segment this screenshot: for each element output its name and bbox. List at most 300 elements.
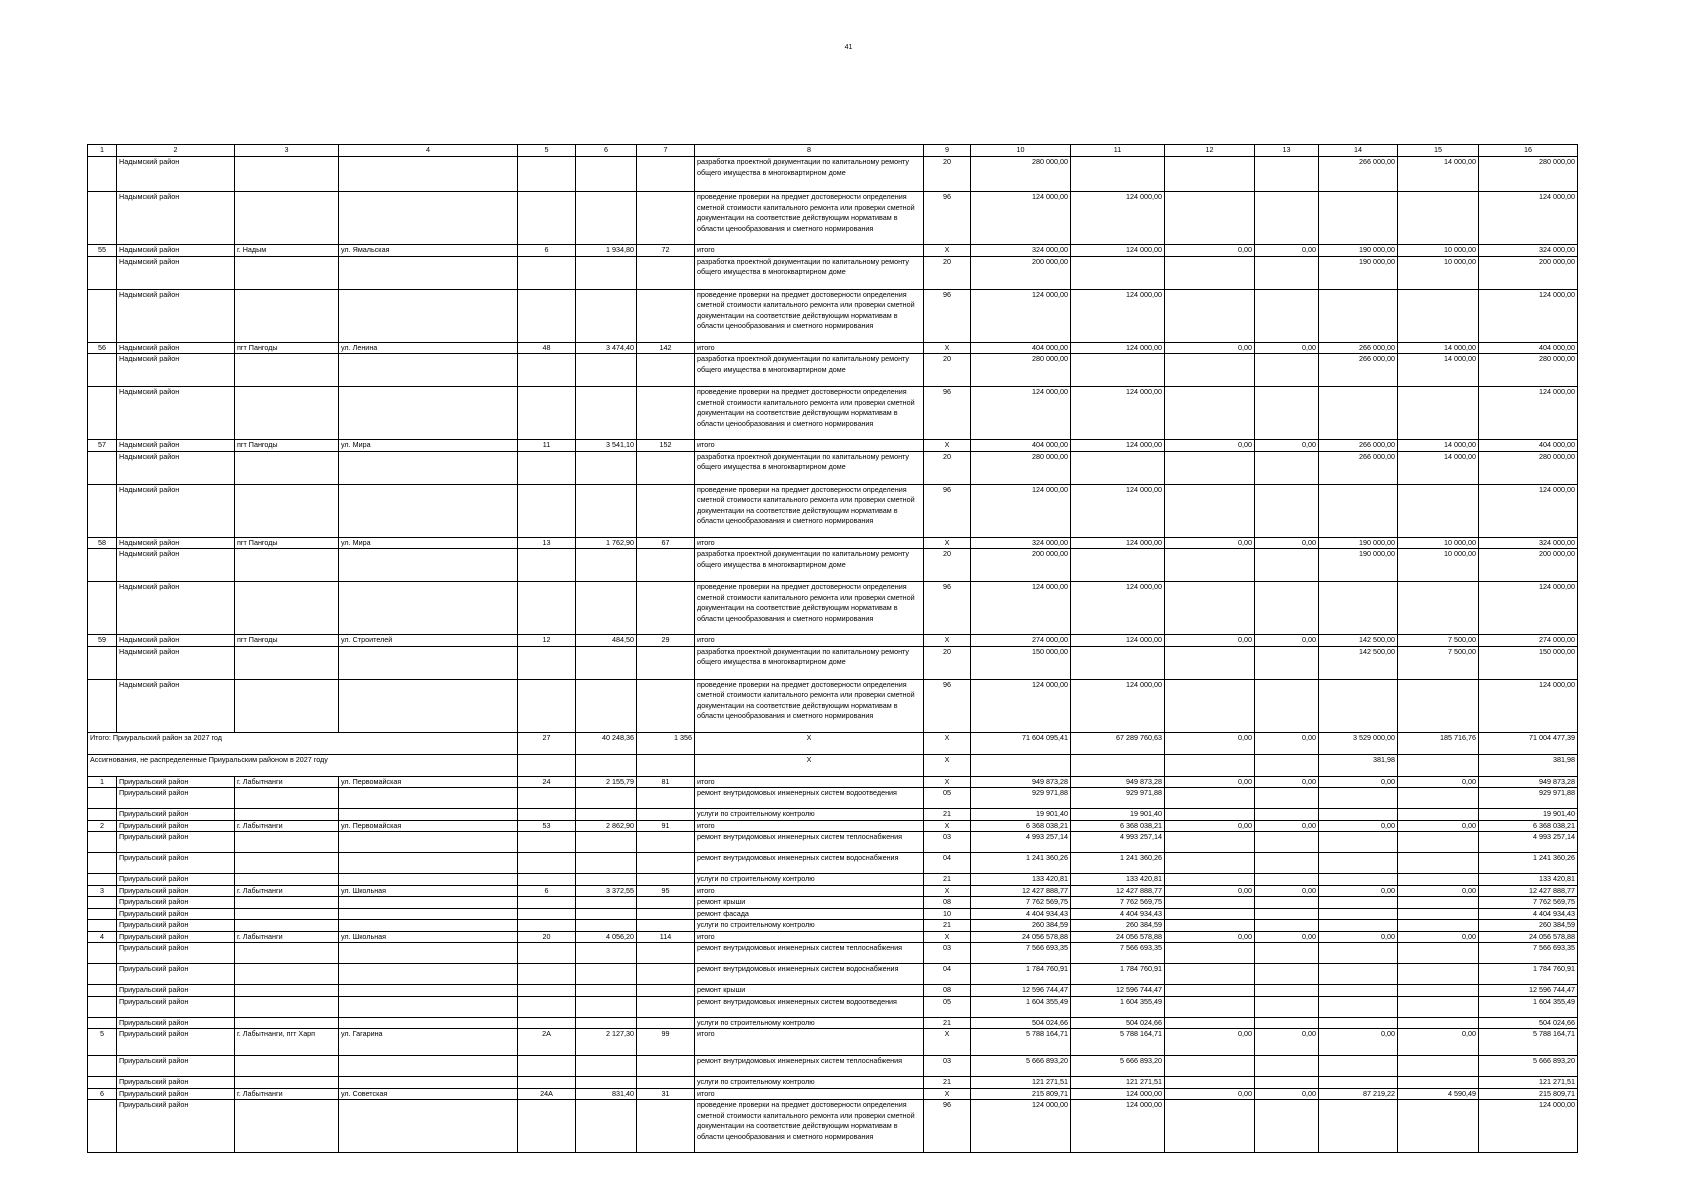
program-funds-cell: 14 000,00 — [1398, 354, 1479, 387]
total-funds-cell: 215 809,71 — [1479, 1088, 1578, 1100]
row-number-cell — [88, 853, 117, 874]
regional-funds-cell — [1071, 354, 1165, 387]
owner-funds-cell — [1319, 996, 1398, 1017]
residents-cell — [637, 832, 695, 853]
area-cell — [576, 451, 637, 484]
work-type-cell: разработка проектной документации по капитальному ремонту общего имущества в многоквартирном доме — [695, 549, 924, 582]
settlement-cell — [235, 964, 339, 985]
district-cell: Приуральский район — [117, 820, 235, 832]
regional-funds-cell: 124 000,00 — [1071, 245, 1165, 257]
total-cost-cell: 133 420,81 — [971, 874, 1071, 886]
column-number-3: 3 — [235, 145, 339, 157]
settlement-cell — [235, 289, 339, 342]
table-row — [88, 549, 1578, 582]
regional-funds-cell: 5 788 164,71 — [1071, 1029, 1165, 1056]
work-code-cell: 04 — [924, 853, 971, 874]
district-cell: Приуральский район — [117, 776, 235, 788]
row-number-cell — [88, 920, 117, 932]
area-cell — [576, 853, 637, 874]
district-cell: Приуральский район — [117, 1088, 235, 1100]
house-number-cell — [518, 549, 576, 582]
table-row — [88, 1017, 1578, 1029]
column-number-8: 8 — [695, 145, 924, 157]
settlement-cell — [235, 354, 339, 387]
local-funds-cell — [1165, 964, 1255, 985]
residents-cell — [637, 943, 695, 964]
work-type-cell: итого — [695, 537, 924, 549]
other-funds-cell — [1255, 874, 1319, 886]
table-row — [88, 1029, 1578, 1056]
owner-funds-cell: 190 000,00 — [1319, 549, 1398, 582]
total-funds-cell: 260 384,59 — [1479, 920, 1578, 932]
settlement-cell — [235, 908, 339, 920]
residents-cell — [637, 192, 695, 245]
street-cell: ул. Ленина — [339, 342, 518, 354]
owner-funds-cell — [1319, 788, 1398, 809]
program-funds-cell — [1398, 1077, 1479, 1089]
settlement-cell: г. Лабытнанги — [235, 885, 339, 897]
street-cell — [339, 897, 518, 909]
owner-funds-cell — [1319, 192, 1398, 245]
district-cell: Приуральский район — [117, 1029, 235, 1056]
settlement-cell: г. Лабытнанги, пгт Харп — [235, 1029, 339, 1056]
settlement-cell: г. Лабытнанги — [235, 1088, 339, 1100]
regional-funds-cell: 124 000,00 — [1071, 387, 1165, 440]
house-number-cell: 27 — [518, 732, 576, 754]
work-code-cell: X — [924, 931, 971, 943]
local-funds-cell — [1165, 354, 1255, 387]
house-number-cell: 2А — [518, 1029, 576, 1056]
settlement-cell — [235, 1077, 339, 1089]
settlement-cell: г. Лабытнанги — [235, 776, 339, 788]
street-cell — [339, 985, 518, 997]
owner-funds-cell — [1319, 387, 1398, 440]
local-funds-cell: 0,00 — [1165, 635, 1255, 647]
program-funds-cell — [1398, 996, 1479, 1017]
work-code-cell: 03 — [924, 832, 971, 853]
program-funds-cell — [1398, 484, 1479, 537]
other-funds-cell — [1255, 809, 1319, 821]
owner-funds-cell — [1319, 832, 1398, 853]
area-cell: 831,40 — [576, 1088, 637, 1100]
table-row — [88, 451, 1578, 484]
total-cost-cell: 1 241 360,26 — [971, 853, 1071, 874]
area-cell — [576, 289, 637, 342]
other-funds-cell: 0,00 — [1255, 1088, 1319, 1100]
area-cell: 40 248,36 — [576, 732, 637, 754]
other-funds-cell — [1255, 853, 1319, 874]
local-funds-cell: 0,00 — [1165, 1088, 1255, 1100]
table-row — [88, 289, 1578, 342]
program-funds-cell: 10 000,00 — [1398, 537, 1479, 549]
work-code-cell: 20 — [924, 646, 971, 679]
work-type-cell: ремонт внутридомовых инженерных систем водоснабжения — [695, 964, 924, 985]
district-cell: Приуральский район — [117, 931, 235, 943]
table-row — [88, 985, 1578, 997]
residents-cell: 81 — [637, 776, 695, 788]
total-cost-cell: 504 024,66 — [971, 1017, 1071, 1029]
total-cost-cell: 274 000,00 — [971, 635, 1071, 647]
area-cell: 484,50 — [576, 635, 637, 647]
residents-cell — [637, 964, 695, 985]
other-funds-cell: 0,00 — [1255, 635, 1319, 647]
total-funds-cell: 280 000,00 — [1479, 157, 1578, 192]
street-cell — [339, 1100, 518, 1153]
owner-funds-cell: 381,98 — [1319, 754, 1398, 776]
work-code-cell: 08 — [924, 897, 971, 909]
regional-funds-cell: 949 873,28 — [1071, 776, 1165, 788]
owner-funds-cell: 142 500,00 — [1319, 646, 1398, 679]
regional-funds-cell: 124 000,00 — [1071, 1088, 1165, 1100]
table-row — [88, 679, 1578, 732]
row-number-cell — [88, 897, 117, 909]
house-number-cell: 11 — [518, 440, 576, 452]
total-funds-cell: 1 784 760,91 — [1479, 964, 1578, 985]
column-number-10: 10 — [971, 145, 1071, 157]
local-funds-cell — [1165, 289, 1255, 342]
district-cell: Надымский район — [117, 387, 235, 440]
owner-funds-cell — [1319, 582, 1398, 635]
owner-funds-cell: 0,00 — [1319, 1029, 1398, 1056]
district-cell: Приуральский район — [117, 908, 235, 920]
residents-cell — [637, 451, 695, 484]
owner-funds-cell — [1319, 853, 1398, 874]
house-number-cell — [518, 920, 576, 932]
total-cost-cell: 121 271,51 — [971, 1077, 1071, 1089]
house-number-cell — [518, 289, 576, 342]
owner-funds-cell: 0,00 — [1319, 820, 1398, 832]
street-cell — [339, 943, 518, 964]
other-funds-cell — [1255, 788, 1319, 809]
settlement-cell — [235, 996, 339, 1017]
local-funds-cell: 0,00 — [1165, 732, 1255, 754]
house-number-cell — [518, 582, 576, 635]
work-code-cell: 96 — [924, 679, 971, 732]
total-cost-cell: 215 809,71 — [971, 1088, 1071, 1100]
program-funds-cell — [1398, 192, 1479, 245]
area-cell: 3 541,10 — [576, 440, 637, 452]
other-funds-cell: 0,00 — [1255, 931, 1319, 943]
owner-funds-cell: 266 000,00 — [1319, 157, 1398, 192]
table-row — [88, 943, 1578, 964]
regional-funds-cell — [1071, 549, 1165, 582]
other-funds-cell — [1255, 192, 1319, 245]
house-number-cell: 53 — [518, 820, 576, 832]
residents-cell — [637, 387, 695, 440]
settlement-cell — [235, 192, 339, 245]
total-funds-cell: 24 056 578,88 — [1479, 931, 1578, 943]
work-code-cell: 08 — [924, 985, 971, 997]
residents-cell: 72 — [637, 245, 695, 257]
settlement-cell — [235, 1056, 339, 1077]
work-code-cell: 96 — [924, 192, 971, 245]
regional-funds-cell: 6 368 038,21 — [1071, 820, 1165, 832]
row-number-cell — [88, 788, 117, 809]
table-row — [88, 776, 1578, 788]
table-row — [88, 931, 1578, 943]
total-funds-cell: 7 762 569,75 — [1479, 897, 1578, 909]
column-number-11: 11 — [1071, 145, 1165, 157]
local-funds-cell — [1165, 679, 1255, 732]
total-cost-cell: 200 000,00 — [971, 549, 1071, 582]
settlement-cell — [235, 484, 339, 537]
local-funds-cell — [1165, 387, 1255, 440]
street-cell — [339, 964, 518, 985]
district-cell: Приуральский район — [117, 1100, 235, 1153]
other-funds-cell — [1255, 985, 1319, 997]
regional-funds-cell: 929 971,88 — [1071, 788, 1165, 809]
regional-funds-cell: 124 000,00 — [1071, 289, 1165, 342]
program-funds-cell — [1398, 289, 1479, 342]
program-funds-cell — [1398, 897, 1479, 909]
work-code-cell: 96 — [924, 1100, 971, 1153]
street-cell: ул. Советская — [339, 1088, 518, 1100]
other-funds-cell — [1255, 754, 1319, 776]
area-cell — [576, 1056, 637, 1077]
regional-funds-cell: 67 289 760,63 — [1071, 732, 1165, 754]
row-number-cell — [88, 549, 117, 582]
settlement-cell — [235, 920, 339, 932]
program-funds-cell: 0,00 — [1398, 885, 1479, 897]
owner-funds-cell — [1319, 1100, 1398, 1153]
work-code-cell: X — [924, 342, 971, 354]
owner-funds-cell — [1319, 920, 1398, 932]
total-cost-cell: 1 604 355,49 — [971, 996, 1071, 1017]
area-cell — [576, 1077, 637, 1089]
work-type-cell: разработка проектной документации по капитальному ремонту общего имущества в многоквартирном доме — [695, 354, 924, 387]
local-funds-cell: 0,00 — [1165, 931, 1255, 943]
row-number-cell — [88, 192, 117, 245]
street-cell — [339, 1056, 518, 1077]
owner-funds-cell: 266 000,00 — [1319, 440, 1398, 452]
regional-funds-cell: 260 384,59 — [1071, 920, 1165, 932]
work-code-cell: 20 — [924, 549, 971, 582]
area-cell — [576, 985, 637, 997]
table-row — [88, 537, 1578, 549]
district-cell: Приуральский район — [117, 1017, 235, 1029]
table-row — [88, 809, 1578, 821]
row-number-cell — [88, 874, 117, 886]
residents-cell: 99 — [637, 1029, 695, 1056]
program-funds-cell: 14 000,00 — [1398, 451, 1479, 484]
work-type-cell: проведение проверки на предмет достоверности определения сметной стоимости капитального ремонта или проверки сметной документации на соответствие действующим нормативам в области ценообразования и сметного нормирования — [695, 1100, 924, 1153]
work-code-cell: 21 — [924, 1077, 971, 1089]
total-cost-cell: 12 427 888,77 — [971, 885, 1071, 897]
total-funds-cell: 381,98 — [1479, 754, 1578, 776]
settlement-cell — [235, 582, 339, 635]
other-funds-cell — [1255, 1056, 1319, 1077]
table-row — [88, 484, 1578, 537]
regional-funds-cell — [1071, 646, 1165, 679]
total-funds-cell: 19 901,40 — [1479, 809, 1578, 821]
local-funds-cell — [1165, 788, 1255, 809]
total-cost-cell: 124 000,00 — [971, 679, 1071, 732]
regional-funds-cell: 4 404 934,43 — [1071, 908, 1165, 920]
work-type-cell: итого — [695, 440, 924, 452]
work-type-cell: итого — [695, 245, 924, 257]
row-number-cell: 4 — [88, 931, 117, 943]
local-funds-cell — [1165, 754, 1255, 776]
total-funds-cell: 124 000,00 — [1479, 387, 1578, 440]
regional-funds-cell — [1071, 754, 1165, 776]
program-funds-cell: 7 500,00 — [1398, 646, 1479, 679]
local-funds-cell: 0,00 — [1165, 440, 1255, 452]
work-code-cell: 21 — [924, 874, 971, 886]
house-number-cell — [518, 874, 576, 886]
settlement-cell: г. Лабытнанги — [235, 931, 339, 943]
residents-cell: 142 — [637, 342, 695, 354]
total-cost-cell: 124 000,00 — [971, 289, 1071, 342]
table-row — [88, 732, 1578, 754]
row-number-cell — [88, 832, 117, 853]
street-cell — [339, 289, 518, 342]
column-number-7: 7 — [637, 145, 695, 157]
settlement-cell: пгт Пангоды — [235, 635, 339, 647]
local-funds-cell — [1165, 897, 1255, 909]
street-cell — [339, 354, 518, 387]
residents-cell — [637, 996, 695, 1017]
work-type-cell: итого — [695, 885, 924, 897]
district-cell: Приуральский район — [117, 964, 235, 985]
local-funds-cell: 0,00 — [1165, 1029, 1255, 1056]
other-funds-cell — [1255, 387, 1319, 440]
settlement-cell — [235, 1100, 339, 1153]
total-cost-cell: 7 762 569,75 — [971, 897, 1071, 909]
table-row — [88, 646, 1578, 679]
regional-funds-cell — [1071, 451, 1165, 484]
local-funds-cell — [1165, 943, 1255, 964]
work-code-cell: X — [924, 885, 971, 897]
program-funds-cell: 0,00 — [1398, 820, 1479, 832]
other-funds-cell — [1255, 256, 1319, 289]
settlement-cell — [235, 256, 339, 289]
other-funds-cell: 0,00 — [1255, 342, 1319, 354]
work-code-cell: 21 — [924, 809, 971, 821]
local-funds-cell — [1165, 256, 1255, 289]
program-funds-cell — [1398, 1056, 1479, 1077]
column-number-row — [88, 145, 1578, 157]
other-funds-cell — [1255, 157, 1319, 192]
total-cost-cell: 280 000,00 — [971, 157, 1071, 192]
area-cell: 2 862,90 — [576, 820, 637, 832]
work-code-cell: 05 — [924, 788, 971, 809]
total-cost-cell: 5 666 893,20 — [971, 1056, 1071, 1077]
column-number-14: 14 — [1319, 145, 1398, 157]
area-cell: 2 127,30 — [576, 1029, 637, 1056]
work-type-cell: проведение проверки на предмет достоверности определения сметной стоимости капитального ремонта или проверки сметной документации на соответствие действующим нормативам в области ценообразования и сметного нормирования — [695, 289, 924, 342]
local-funds-cell — [1165, 1056, 1255, 1077]
regional-funds-cell: 7 762 569,75 — [1071, 897, 1165, 909]
owner-funds-cell: 190 000,00 — [1319, 245, 1398, 257]
total-cost-cell: 150 000,00 — [971, 646, 1071, 679]
district-cell: Надымский район — [117, 245, 235, 257]
area-cell: 1 762,90 — [576, 537, 637, 549]
total-funds-cell: 12 427 888,77 — [1479, 885, 1578, 897]
district-cell: Приуральский район — [117, 788, 235, 809]
row-number-cell — [88, 964, 117, 985]
house-number-cell — [518, 646, 576, 679]
register-table — [87, 144, 1578, 1153]
total-funds-cell: 200 000,00 — [1479, 256, 1578, 289]
work-type-cell: проведение проверки на предмет достоверности определения сметной стоимости капитального ремонта или проверки сметной документации на соответствие действующим нормативам в области ценообразования и сметного нормирования — [695, 484, 924, 537]
residents-cell: 95 — [637, 885, 695, 897]
total-funds-cell: 1 604 355,49 — [1479, 996, 1578, 1017]
program-funds-cell — [1398, 985, 1479, 997]
residents-cell — [637, 582, 695, 635]
house-number-cell — [518, 996, 576, 1017]
table-row — [88, 874, 1578, 886]
program-funds-cell: 4 590,49 — [1398, 1088, 1479, 1100]
work-type-cell: ремонт внутридомовых инженерных систем теплоснабжения — [695, 832, 924, 853]
work-code-cell: X — [924, 635, 971, 647]
total-cost-cell: 124 000,00 — [971, 582, 1071, 635]
program-funds-cell: 7 500,00 — [1398, 635, 1479, 647]
owner-funds-cell: 190 000,00 — [1319, 256, 1398, 289]
work-type-cell: ремонт внутридомовых инженерных систем водоснабжения — [695, 853, 924, 874]
row-number-cell — [88, 646, 117, 679]
table-row — [88, 440, 1578, 452]
house-number-cell: 24А — [518, 1088, 576, 1100]
total-cost-cell: 1 784 760,91 — [971, 964, 1071, 985]
street-cell — [339, 484, 518, 537]
regional-funds-cell: 1 604 355,49 — [1071, 996, 1165, 1017]
street-cell — [339, 582, 518, 635]
table-row — [88, 897, 1578, 909]
program-funds-cell — [1398, 387, 1479, 440]
total-cost-cell: 124 000,00 — [971, 484, 1071, 537]
house-number-cell — [518, 985, 576, 997]
district-cell: Надымский район — [117, 582, 235, 635]
program-funds-cell — [1398, 582, 1479, 635]
street-cell: ул. Школьная — [339, 931, 518, 943]
owner-funds-cell: 0,00 — [1319, 885, 1398, 897]
area-cell — [576, 1017, 637, 1029]
other-funds-cell — [1255, 289, 1319, 342]
regional-funds-cell: 133 420,81 — [1071, 874, 1165, 886]
house-number-cell — [518, 754, 576, 776]
settlement-cell — [235, 157, 339, 192]
work-type-cell: итого — [695, 931, 924, 943]
owner-funds-cell: 87 219,22 — [1319, 1088, 1398, 1100]
row-number-cell: 6 — [88, 1088, 117, 1100]
work-code-cell: X — [924, 440, 971, 452]
work-code-cell: 20 — [924, 451, 971, 484]
total-funds-cell: 124 000,00 — [1479, 582, 1578, 635]
settlement-cell — [235, 646, 339, 679]
total-cost-cell: 280 000,00 — [971, 354, 1071, 387]
settlement-cell — [235, 874, 339, 886]
district-cell: Надымский район — [117, 549, 235, 582]
street-cell — [339, 1077, 518, 1089]
settlement-cell — [235, 549, 339, 582]
residents-cell — [637, 354, 695, 387]
area-cell: 4 056,20 — [576, 931, 637, 943]
total-funds-cell: 504 024,66 — [1479, 1017, 1578, 1029]
regional-funds-cell: 19 901,40 — [1071, 809, 1165, 821]
row-number-cell: 2 — [88, 820, 117, 832]
total-funds-cell: 7 566 693,35 — [1479, 943, 1578, 964]
district-cell: Приуральский район — [117, 809, 235, 821]
house-number-cell — [518, 1077, 576, 1089]
total-funds-cell: 124 000,00 — [1479, 484, 1578, 537]
work-code-cell: X — [924, 1029, 971, 1056]
table-row — [88, 192, 1578, 245]
house-number-cell — [518, 943, 576, 964]
program-funds-cell: 185 716,76 — [1398, 732, 1479, 754]
area-cell — [576, 157, 637, 192]
row-number-cell — [88, 582, 117, 635]
summary-label: Ассигнования, не распределенные Приуральским районом в 2027 году — [88, 754, 518, 776]
